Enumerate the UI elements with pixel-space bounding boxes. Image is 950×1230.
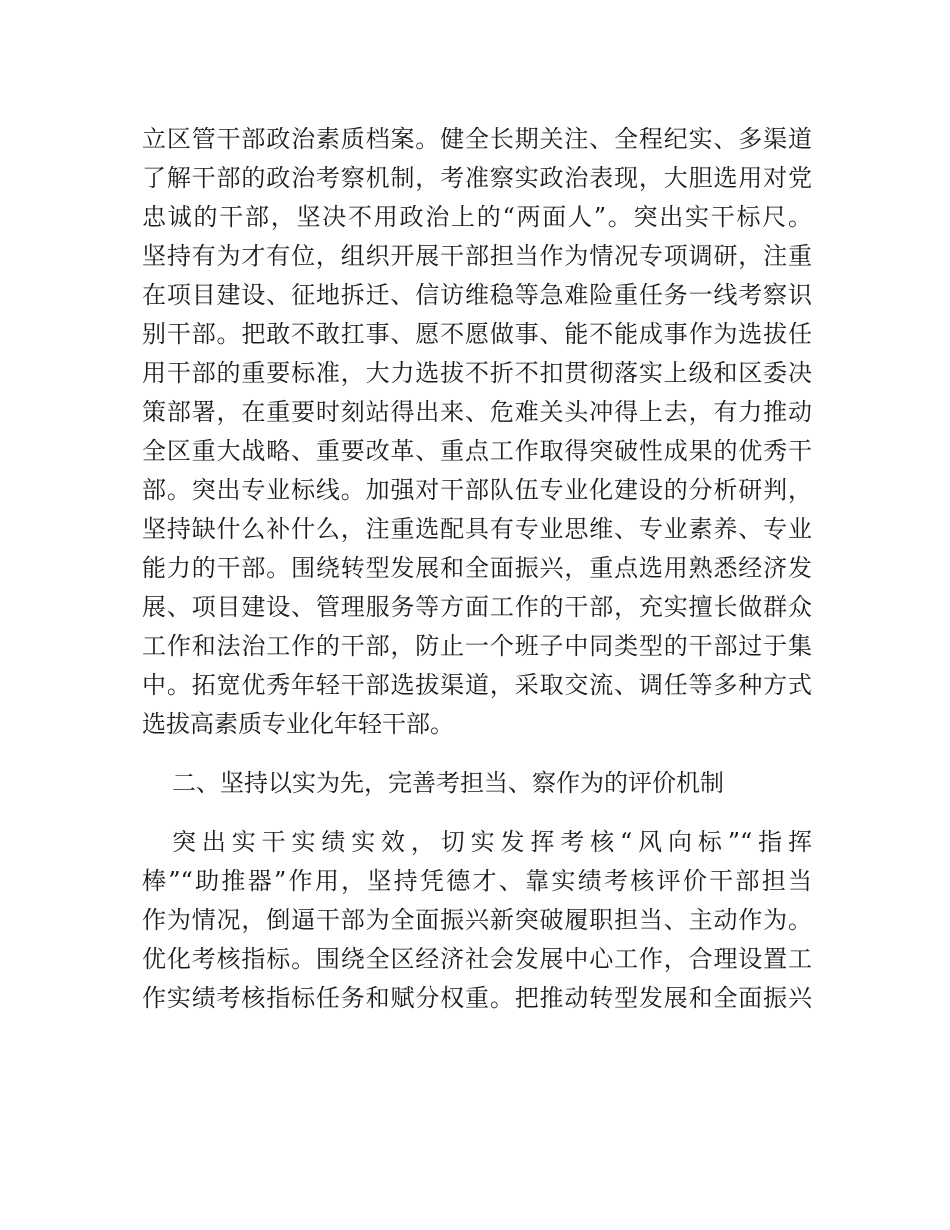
text-line: 优化考核指标。围绕全区经济社会发展中心工作，合理设置工 [142,945,812,973]
text-line: 用干部的重要标准，大力选拔不折不扣贯彻落实上级和区委决 [142,359,812,387]
text-line: 中。拓宽优秀年轻干部选拔渠道，采取交流、调任等多种方式 [142,671,812,699]
text-line: 能力的干部。围绕转型发展和全面振兴，重点选用熟悉经济发 [142,554,812,582]
text-line: 突出实干实绩实效，切实发挥考核“风向标”“指挥 [172,828,812,856]
text-line: 工作和法治工作的干部，防止一个班子中同类型的干部过于集 [142,632,812,660]
text-line: 作实绩考核指标任务和赋分权重。把推动转型发展和全面振兴 [142,984,812,1012]
text-line: 坚持有为才有位，组织开展干部担当作为情况专项调研，注重 [142,242,812,270]
text-line: 展、项目建设、管理服务等方面工作的干部，充实擅长做群众 [142,593,812,621]
text-line: 选拔高素质专业化年轻干部。 [142,710,454,738]
text-line: 别干部。把敢不敢扛事、愿不愿做事、能不能成事作为选拔任 [142,320,812,348]
text-line: 棒”“助推器”作用，坚持凭德才、靠实绩考核评价干部担当 [142,867,812,895]
text-line: 坚持缺什么补什么，注重选配具有专业思维、专业素养、专业 [142,515,812,543]
text-line: 了解干部的政治考察机制，考准察实政治表现，大胆选用对党 [142,164,812,192]
paragraph-gap [142,803,812,823]
paragraph-2 [142,823,812,1018]
text-line: 忠诚的干部，坚决不用政治上的“两面人”。突出实干标尺。 [142,203,812,231]
text-line: 部。突出专业标线。加强对干部队伍专业化建设的分析研判， [142,476,812,504]
paragraph-gap [142,744,812,764]
text-line: 全区重大战略、重要改革、重点工作取得突破性成果的优秀干 [142,437,812,465]
text-line: 策部署，在重要时刻站得出来、危难关头冲得上去，有力推动 [142,398,812,426]
section-heading: 二、坚持以实为先，完善考担当、察作为的评价机制 [172,769,724,797]
text-line: 立区管干部政治素质档案。健全长期关注、全程纪实、多渠道 [142,125,812,153]
text-line: 在项目建设、征地拆迁、信访维稳等急难险重任务一线考察识 [142,281,812,309]
document-body [142,120,812,1018]
paragraph-1 [142,120,812,744]
text-line: 作为情况，倒逼干部为全面振兴新突破履职担当、主动作为。 [142,906,812,934]
